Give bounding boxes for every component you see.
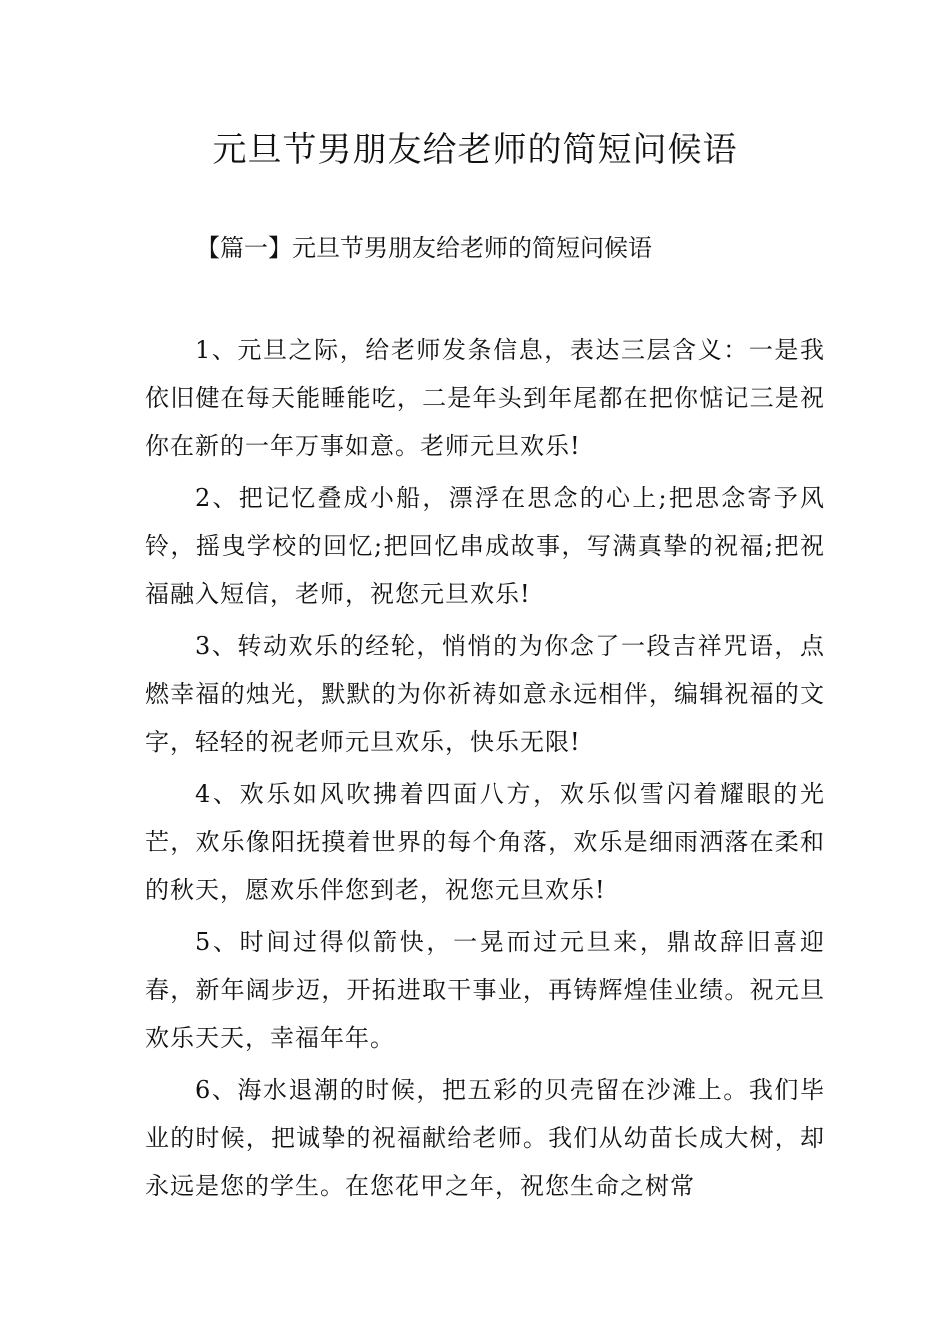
paragraph: 1、元旦之际，给老师发条信息，表达三层含义：一是我依旧健在每天能睡能吃，二是年头到年尾都在把你惦记三是祝你在新的一年万事如意。老师元旦欢乐! (145, 336, 825, 460)
paragraph: 5、时间过得似箭快，一晃而过元旦来，鼎故辞旧喜迎春，新年阔步迈，开拓进取干事业，再铸辉煌佳业绩。祝元旦欢乐天天，幸福年年。 (145, 928, 825, 1052)
paragraph: 6、海水退潮的时候，把五彩的贝壳留在沙滩上。我们毕业的时候，把诚挚的祝福献给老师。我们从幼苗长成大树，却永远是您的学生。在您花甲之年，祝您生命之树常 (145, 1076, 825, 1200)
paragraph: 2、把记忆叠成小船，漂浮在思念的心上;把思念寄予风铃，摇曳学校的回忆;把回忆串成故事，写满真挚的祝福;把祝福融入短信，老师，祝您元旦欢乐! (145, 484, 825, 608)
paragraph: 4、欢乐如风吹拂着四面八方，欢乐似雪闪着耀眼的光芒，欢乐像阳抚摸着世界的每个角落，欢乐是细雨洒落在柔和的秋天，愿欢乐伴您到老，祝您元旦欢乐! (145, 780, 825, 904)
document-body (145, 326, 825, 1210)
document-title: 元旦节男朋友给老师的简短问候语 (212, 130, 738, 170)
paragraph: 3、转动欢乐的经轮，悄悄的为你念了一段吉祥咒语，点燃幸福的烛光，默默的为你祈祷如意永远相伴，编辑祝福的文字，轻轻的祝老师元旦欢乐，快乐无限! (145, 632, 825, 756)
section-heading: 【篇一】元旦节男朋友给老师的简短问候语 (196, 234, 652, 262)
